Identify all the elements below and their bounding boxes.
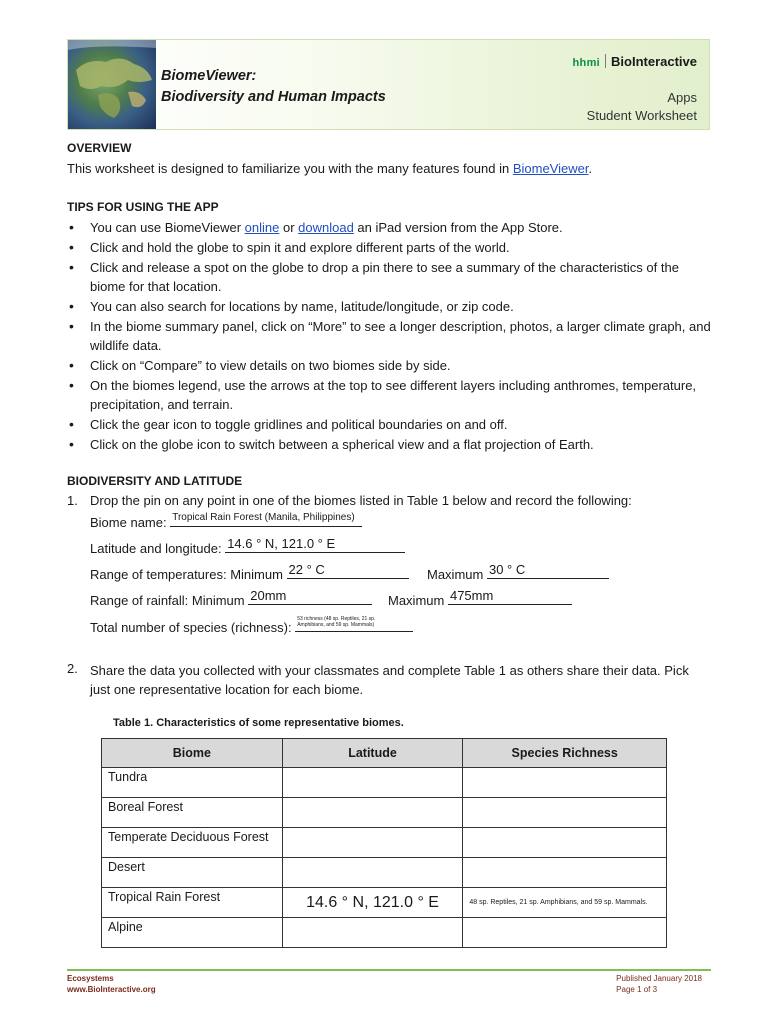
cell-biome: Alpine: [102, 918, 283, 948]
cell-biome: Temperate Deciduous Forest: [102, 828, 283, 858]
footer-rule: [67, 969, 711, 971]
header-latitude: Latitude: [282, 739, 463, 768]
latlong-field[interactable]: [225, 538, 405, 553]
cell-latitude[interactable]: 14.6 ° N, 121.0 ° E: [282, 888, 463, 918]
table-row: [102, 918, 667, 948]
table-row: [102, 858, 667, 888]
cell-biome: Tundra: [102, 768, 283, 798]
table-header-row: [102, 739, 667, 768]
tip-item: • Click and release a spot on the globe to drop a pin there to see a summary of the characteristics of the biome for that location.: [67, 258, 717, 296]
biomes-table: [101, 738, 667, 948]
footer-page-number: Page 1 of 3: [616, 985, 658, 994]
tip-item: [67, 218, 717, 237]
tip-item: • Click on the globe icon to switch between a spherical view and a flat projection of Earth.: [67, 435, 717, 454]
latlong-row: [90, 538, 405, 556]
biome-name-value: Tropical Rain Forest (Manila, Philippines): [172, 512, 355, 523]
biodiversity-heading: BIODIVERSITY AND LATITUDE: [67, 474, 243, 488]
table-row: [102, 888, 667, 918]
cell-richness[interactable]: [463, 918, 667, 948]
biome-name-field[interactable]: [170, 512, 362, 527]
rainfall-max-field[interactable]: [448, 590, 572, 605]
overview-text-after: .: [588, 161, 593, 176]
tip-text: or: [279, 220, 299, 235]
tip-item: • You can also search for locations by name, latitude/longitude, or zip code.: [67, 297, 717, 316]
footer-right: [616, 973, 702, 995]
footer-section: Ecosystems: [67, 974, 114, 983]
table-row: [102, 828, 667, 858]
header-subtitle-apps: Apps: [667, 90, 697, 105]
title-line-1: BiomeViewer:: [161, 68, 257, 84]
rainfall-row: [90, 590, 372, 608]
tip-text: You can use BiomeViewer: [90, 220, 245, 235]
tip-item: • Click on “Compare” to view details on two biomes side by side.: [67, 356, 717, 375]
biome-name-label: Biome name:: [90, 515, 167, 530]
rainfall-max-row: [388, 590, 572, 608]
worksheet-title: [161, 66, 386, 108]
table-caption: Table 1. Characteristics of some representative biomes.: [113, 717, 404, 729]
question-2-text: Share the data you collected with your classmates and complete Table 1 as others share their data. Pick just one representative location for each biome.: [90, 663, 689, 697]
tip-text: an iPad version from the App Store.: [353, 220, 563, 235]
temperature-min-label: Range of temperatures: Minimum: [90, 567, 283, 582]
tips-list: [67, 218, 717, 455]
hhmi-logo-text: hhmi: [572, 57, 601, 69]
temperature-max-value: 30 ° C: [488, 562, 526, 577]
tip-item: • Click and hold the globe to spin it and explore different parts of the world.: [67, 238, 717, 257]
rainfall-max-label: Maximum: [388, 593, 445, 608]
rainfall-min-label: Range of rainfall: Minimum: [90, 593, 245, 608]
temperature-min-value: 22 ° C: [288, 562, 325, 577]
cell-richness[interactable]: 48 sp. Reptiles, 21 sp. Amphibians, and 59 sp. Mammals.: [463, 888, 667, 918]
question-1-number: 1.: [67, 493, 78, 508]
overview-text-before: This worksheet is designed to familiarize you with the many features found in: [67, 161, 513, 176]
logo-divider: [605, 54, 606, 68]
table-row: [102, 768, 667, 798]
cell-latitude[interactable]: [282, 828, 463, 858]
cell-latitude[interactable]: [282, 768, 463, 798]
cell-biome: Boreal Forest: [102, 798, 283, 828]
cell-richness[interactable]: [463, 858, 667, 888]
cell-biome: Desert: [102, 858, 283, 888]
cell-richness[interactable]: [463, 798, 667, 828]
online-link[interactable]: online: [244, 220, 280, 235]
temperature-max-label: Maximum: [427, 567, 484, 582]
species-row: [90, 617, 413, 635]
download-link[interactable]: download: [298, 220, 354, 235]
cell-latitude[interactable]: [282, 798, 463, 828]
tip-item: • Click the gear icon to toggle gridlines and political boundaries on and off.: [67, 415, 717, 434]
tips-heading: TIPS FOR USING THE APP: [67, 200, 219, 214]
header-banner: [67, 39, 710, 130]
title-line-2: Biodiversity and Human Impacts: [161, 89, 386, 105]
footer-website: www.BioInteractive.org: [67, 985, 156, 994]
species-label: Total number of species (richness):: [90, 620, 292, 635]
table-row: [102, 798, 667, 828]
cell-richness[interactable]: [463, 768, 667, 798]
footer-left: [67, 973, 156, 995]
species-value: 53 richness (48 sp. Reptiles, 21 sp. Amphibians, and 59 sp. Mammals): [297, 616, 376, 628]
overview-text: [67, 159, 727, 178]
cell-latitude[interactable]: [282, 918, 463, 948]
globe-image: [68, 40, 156, 129]
biome-name-row: [90, 512, 362, 530]
temperature-min-field[interactable]: [287, 564, 409, 579]
tip-item: • In the biome summary panel, click on “More” to see a longer description, photos, a larger climate graph, and wildlife data.: [67, 317, 717, 355]
header-species-richness: Species Richness: [463, 739, 667, 768]
cell-richness[interactable]: [463, 828, 667, 858]
temperature-max-row: [427, 564, 609, 582]
cell-latitude[interactable]: [282, 858, 463, 888]
temperature-max-field[interactable]: [487, 564, 609, 579]
biomeviewer-link[interactable]: BiomeViewer: [512, 161, 589, 176]
header-subtitle-worksheet: Student Worksheet: [586, 108, 697, 123]
footer-published: Published January 2018: [616, 974, 702, 983]
biointeractive-logo-text: BioInteractive: [611, 54, 697, 69]
latlong-label: Latitude and longitude:: [90, 541, 222, 556]
rainfall-max-value: 475mm: [449, 588, 494, 603]
overview-heading: OVERVIEW: [67, 141, 132, 155]
question-2-number: 2.: [67, 661, 78, 676]
latlong-value: 14.6 ° N, 121.0 ° E: [227, 536, 336, 551]
question-1-text: Drop the pin on any point in one of the biomes listed in Table 1 below and record the following:: [90, 493, 632, 508]
header-biome: Biome: [102, 739, 283, 768]
rainfall-min-value: 20mm: [250, 588, 287, 603]
hhmi-biointeractive-logo: [573, 54, 697, 69]
cell-biome: Tropical Rain Forest: [102, 888, 283, 918]
species-field[interactable]: [295, 617, 413, 632]
rainfall-min-field[interactable]: [248, 590, 372, 605]
tip-item: • On the biomes legend, use the arrows at the top to see different layers including anthromes, temperature, precipitation, and terrain.: [67, 376, 717, 414]
temperature-row: [90, 564, 409, 582]
